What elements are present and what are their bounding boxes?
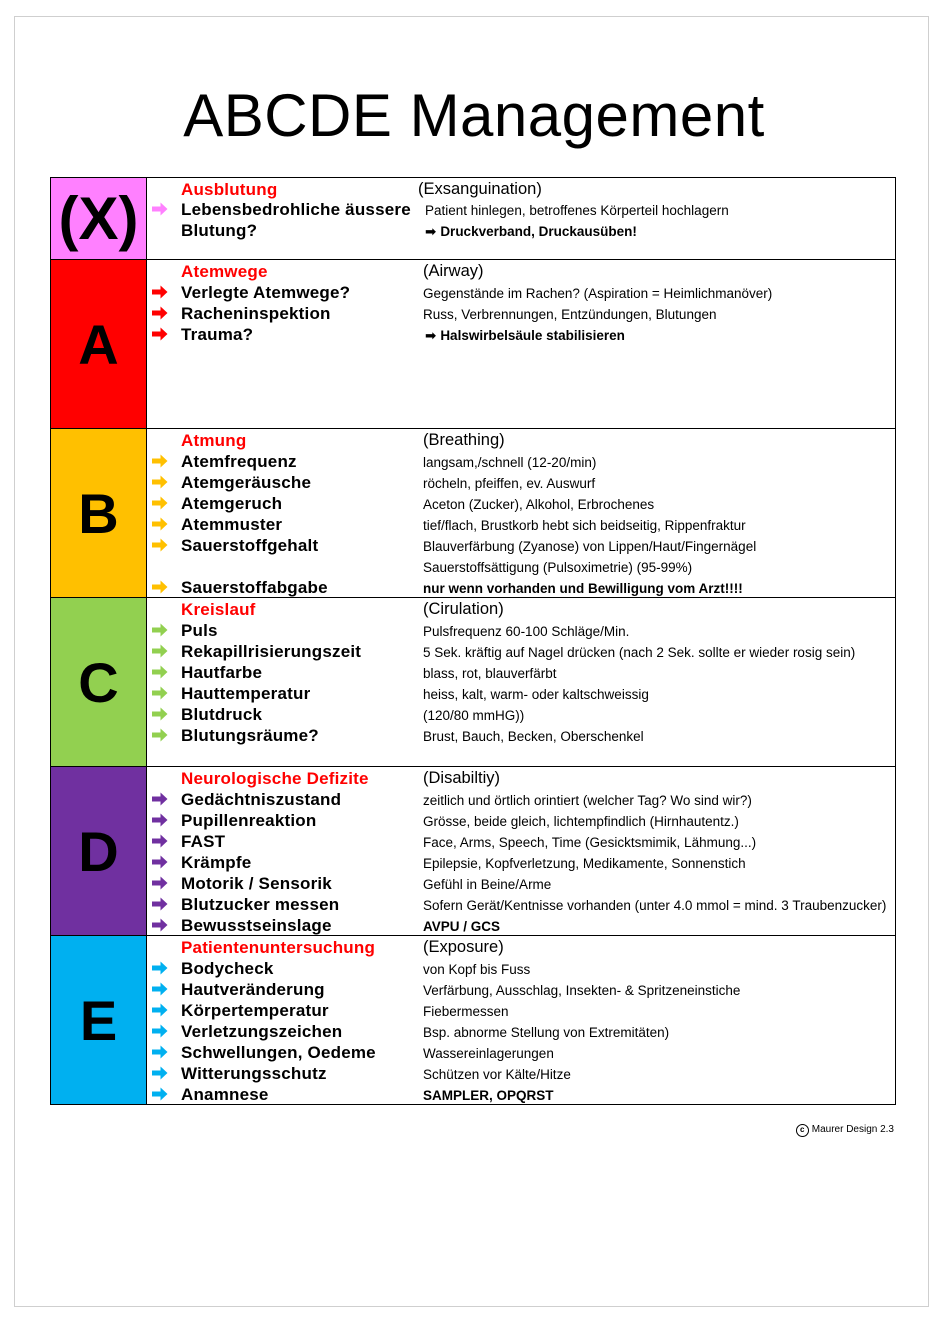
section-1 — [50, 260, 896, 429]
check-item-label: Anamnese — [181, 1085, 269, 1104]
section-row — [147, 852, 895, 873]
section-3 — [50, 598, 896, 767]
section-heading: Atemwege — [181, 262, 268, 281]
check-item-detail: heiss, kalt, warm- oder kaltschweissig — [423, 687, 649, 702]
section-4 — [50, 767, 896, 936]
copyright-icon: c — [796, 1124, 809, 1137]
check-item-detail: SAMPLER, OPQRST — [423, 1088, 554, 1103]
section-row — [147, 577, 895, 598]
section-english-term: (Exposure) — [423, 938, 504, 956]
check-item-label: Blutung? — [181, 221, 258, 240]
section-row — [147, 451, 895, 472]
section-content — [147, 767, 895, 935]
check-item-label: Atemmuster — [181, 515, 283, 534]
right-arrow-icon — [152, 580, 168, 594]
section-row — [147, 683, 895, 704]
right-arrow-icon — [152, 961, 168, 975]
right-arrow-icon — [152, 306, 168, 320]
check-item-detail: Patient hinlegen, betroffenes Körperteil hochlagern — [425, 203, 729, 218]
check-item-detail: 5 Sek. kräftig auf Nagel drücken (nach 2 Sek. sollte er wieder rosig sein) — [423, 645, 856, 660]
check-item-label: Verlegte Atemwege? — [181, 283, 351, 302]
check-item-detail: röcheln, pfeiffen, ev. Auswurf — [423, 476, 596, 491]
abcde-table — [50, 177, 896, 1105]
section-row — [147, 810, 895, 831]
check-item-label: FAST — [181, 832, 226, 851]
section-row — [147, 704, 895, 725]
check-item-label: Hautfarbe — [181, 663, 263, 682]
check-item-detail: Bsp. abnorme Stellung von Extremitäten) — [423, 1025, 670, 1040]
right-arrow-icon — [152, 285, 168, 299]
right-arrow-icon — [152, 728, 168, 742]
right-arrow-icon — [152, 982, 168, 996]
section-heading: Kreislauf — [181, 600, 256, 619]
section-row — [147, 1000, 895, 1021]
section-row — [147, 220, 895, 241]
check-item-label: Hautveränderung — [181, 980, 325, 999]
check-item-detail: Russ, Verbrennungen, Entzündungen, Blutungen — [423, 307, 717, 322]
section-english-term: (Airway) — [423, 262, 484, 280]
section-row — [147, 641, 895, 662]
right-arrow-icon — [152, 897, 168, 911]
section-english-term: (Exsanguination) — [418, 180, 542, 198]
section-english-term: (Disabiltiy) — [423, 769, 501, 787]
section-content — [147, 936, 895, 1104]
check-item-detail: zeitlich und örtlich orintiert (welcher Tag? Wo sind wir?) — [423, 793, 752, 808]
check-item-detail: Gegenstände im Rachen? (Aspiration = Heimlichmanöver) — [423, 286, 773, 301]
right-arrow-icon — [152, 327, 168, 341]
section-row — [147, 282, 895, 303]
check-item-label: Schwellungen, Oedeme — [181, 1043, 376, 1062]
check-item-label: Pupillenreaktion — [181, 811, 317, 830]
check-item-label: Puls — [181, 621, 218, 640]
section-row — [147, 514, 895, 535]
section-english-term: (Breathing) — [423, 431, 505, 449]
right-arrow-icon — [152, 496, 168, 510]
black-arrow-icon: ➡ — [425, 328, 437, 343]
section-letter: D — [51, 767, 147, 935]
check-item-label: Verletzungszeichen — [181, 1022, 343, 1041]
section-row — [147, 768, 895, 789]
section-heading: Atmung — [181, 431, 247, 450]
check-item-label: Trauma? — [181, 325, 254, 344]
section-row — [147, 430, 895, 451]
right-arrow-icon — [152, 1087, 168, 1101]
check-item-detail — [425, 222, 637, 241]
right-arrow-icon — [152, 517, 168, 531]
section-row — [147, 789, 895, 810]
right-arrow-icon — [152, 707, 168, 721]
check-item-label: Bewusstseinslage — [181, 916, 332, 935]
check-item-label: Hauttemperatur — [181, 684, 311, 703]
right-arrow-icon — [152, 918, 168, 932]
check-item-label: Witterungsschutz — [181, 1064, 327, 1083]
check-item-detail: nur wenn vorhanden und Bewilligung vom Arzt!!!! — [423, 581, 743, 596]
right-arrow-icon — [152, 1066, 168, 1080]
section-heading: Neurologische Defizite — [181, 769, 369, 788]
section-content — [147, 598, 895, 766]
check-item-detail: (120/80 mmHG)) — [423, 708, 525, 723]
check-item-label: Blutdruck — [181, 705, 263, 724]
check-item-detail: AVPU / GCS — [423, 919, 501, 934]
section-0 — [50, 178, 896, 260]
instruction-text: Halswirbelsäule stabilisieren — [440, 328, 625, 343]
section-english-term: (Cirulation) — [423, 600, 504, 618]
section-letter: E — [51, 936, 147, 1104]
check-item-detail: Aceton (Zucker), Alkohol, Erbrochenes — [423, 497, 655, 512]
section-row — [147, 725, 895, 746]
section-row — [147, 1084, 895, 1105]
check-item-detail: Sauerstoffsättigung (Pulsoximetrie) (95-99%) — [423, 560, 693, 575]
section-row — [147, 472, 895, 493]
check-item-label: Gedächtniszustand — [181, 790, 342, 809]
check-item-label: Atemgeruch — [181, 494, 283, 513]
check-item-detail: Blauverfärbung (Zyanose) von Lippen/Haut/Fingernägel — [423, 539, 757, 554]
check-item-detail: Brust, Bauch, Becken, Oberschenkel — [423, 729, 644, 744]
check-item-label: Sauerstoffabgabe — [181, 578, 328, 597]
section-row — [147, 831, 895, 852]
check-item-detail: Epilepsie, Kopfverletzung, Medikamente, Sonnenstich — [423, 856, 746, 871]
section-row — [147, 261, 895, 282]
section-row — [147, 324, 895, 345]
section-heading: Patientenuntersuchung — [181, 938, 376, 957]
right-arrow-icon — [152, 876, 168, 890]
section-row — [147, 915, 895, 936]
check-item-label: Atemfrequenz — [181, 452, 297, 471]
footer-text: Maurer Design 2.3 — [811, 1124, 894, 1135]
page-title: ABCDE Management — [183, 82, 765, 149]
right-arrow-icon — [152, 623, 168, 637]
section-row — [147, 873, 895, 894]
footer-credit — [796, 1123, 894, 1137]
check-item-label: Bodycheck — [181, 959, 274, 978]
check-item-label: Blutzucker messen — [181, 895, 340, 914]
black-arrow-icon: ➡ — [425, 224, 437, 239]
check-item-detail: Schützen vor Kälte/Hitze — [423, 1067, 571, 1082]
check-item-detail — [425, 326, 625, 345]
instruction-text: Druckverband, Druckausüben! — [440, 224, 637, 239]
section-row — [147, 179, 895, 200]
section-heading: Ausblutung — [181, 180, 278, 199]
right-arrow-icon — [152, 202, 168, 216]
section-row — [147, 199, 895, 220]
check-item-label: Motorik / Sensorik — [181, 874, 332, 893]
section-letter: (X) — [51, 178, 147, 259]
check-item-detail: tief/flach, Brustkorb hebt sich beidseitig, Rippenfraktur — [423, 518, 746, 533]
section-row — [147, 493, 895, 514]
check-item-label: Atemgeräusche — [181, 473, 312, 492]
check-item-label: Lebensbedrohliche äussere — [181, 200, 411, 219]
check-item-label: Blutungsräume? — [181, 726, 319, 745]
check-item-detail: Fiebermessen — [423, 1004, 509, 1019]
section-2 — [50, 429, 896, 598]
check-item-detail: Gefühl in Beine/Arme — [423, 877, 552, 892]
right-arrow-icon — [152, 792, 168, 806]
right-arrow-icon — [152, 855, 168, 869]
right-arrow-icon — [152, 834, 168, 848]
section-row — [147, 894, 895, 915]
check-item-label: Racheninspektion — [181, 304, 331, 323]
right-arrow-icon — [152, 813, 168, 827]
check-item-detail: langsam,/schnell (12-20/min) — [423, 455, 597, 470]
section-row — [147, 535, 895, 556]
check-item-detail: Verfärbung, Ausschlag, Insekten- & Spritzeneinstiche — [423, 983, 741, 998]
right-arrow-icon — [152, 454, 168, 468]
section-content — [147, 429, 895, 597]
section-letter: B — [51, 429, 147, 597]
section-row — [147, 599, 895, 620]
right-arrow-icon — [152, 1045, 168, 1059]
section-row — [147, 937, 895, 958]
check-item-detail: Grösse, beide gleich, lichtempfindlich (Hirnhautentz.) — [423, 814, 739, 829]
check-item-detail: Face, Arms, Speech, Time (Gesicktsmimik, Lähmung...) — [423, 835, 757, 850]
section-content — [147, 178, 895, 259]
section-5 — [50, 936, 896, 1105]
right-arrow-icon — [152, 665, 168, 679]
check-item-detail: Sofern Gerät/Kentnisse vorhanden (unter 4.0 mmol = mind. 3 Traubenzucker) — [423, 898, 887, 913]
section-row — [147, 620, 895, 641]
right-arrow-icon — [152, 475, 168, 489]
check-item-label: Rekapillrisierungszeit — [181, 642, 362, 661]
right-arrow-icon — [152, 686, 168, 700]
section-row — [147, 1042, 895, 1063]
section-letter: A — [51, 260, 147, 428]
right-arrow-icon — [152, 644, 168, 658]
section-row — [147, 556, 895, 577]
right-arrow-icon — [152, 1024, 168, 1038]
check-item-detail: Pulsfrequenz 60-100 Schläge/Min. — [423, 624, 630, 639]
section-row — [147, 1021, 895, 1042]
section-letter: C — [51, 598, 147, 766]
right-arrow-icon — [152, 538, 168, 552]
check-item-label: Sauerstoffgehalt — [181, 536, 319, 555]
check-item-detail: blass, rot, blauverfärbt — [423, 666, 557, 681]
section-row — [147, 958, 895, 979]
section-row — [147, 662, 895, 683]
check-item-label: Körpertemperatur — [181, 1001, 329, 1020]
right-arrow-icon — [152, 1003, 168, 1017]
section-row — [147, 303, 895, 324]
section-content — [147, 260, 895, 428]
check-item-detail: von Kopf bis Fuss — [423, 962, 531, 977]
section-row — [147, 979, 895, 1000]
check-item-detail: Wassereinlagerungen — [423, 1046, 554, 1061]
section-row — [147, 1063, 895, 1084]
check-item-label: Krämpfe — [181, 853, 252, 872]
